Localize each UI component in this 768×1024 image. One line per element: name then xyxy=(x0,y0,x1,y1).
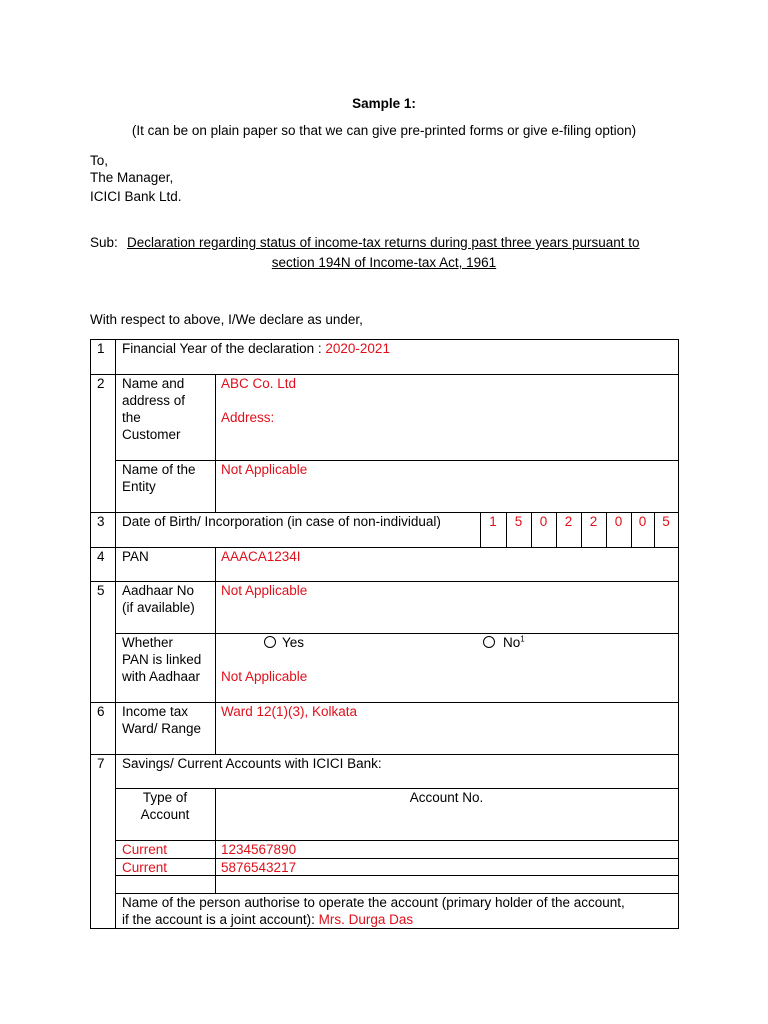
customer-label-line: the xyxy=(122,410,141,425)
account-type-cell: Current xyxy=(122,860,168,875)
customer-address-value: Address: xyxy=(221,410,275,425)
type-of-account-header: Account xyxy=(140,807,190,822)
accounts-label: Savings/ Current Accounts with ICICI Bank: xyxy=(122,756,382,771)
pan-linked-label-line: with Aadhaar xyxy=(122,669,201,684)
customer-label-line: Name and xyxy=(122,376,185,391)
intro-text: With respect to above, I/We declare as under, xyxy=(90,312,363,327)
address-bank: ICICI Bank Ltd. xyxy=(90,189,182,204)
dob-digit: 1 xyxy=(489,514,497,529)
row-number: 2 xyxy=(97,376,105,391)
pan-linked-label-line: PAN is linked xyxy=(122,652,202,667)
entity-label-line: Entity xyxy=(122,479,156,494)
financial-year-value: 2020-2021 xyxy=(325,341,390,356)
customer-name-value: ABC Co. Ltd xyxy=(221,376,297,391)
ward-label-line: Ward/ Range xyxy=(122,721,202,736)
dob-label: Date of Birth/ Incorporation (in case of non-individual) xyxy=(122,514,441,529)
aadhaar-label-line: Aadhaar No xyxy=(122,583,195,598)
yes-label: Yes xyxy=(282,635,305,650)
pan-value: AAACA1234I xyxy=(221,549,301,564)
no-footnote: 1 xyxy=(520,634,525,644)
customer-label-line: address of xyxy=(122,393,186,408)
dob-digit: 2 xyxy=(589,514,598,529)
pan-label: PAN xyxy=(122,549,149,564)
authorise-text-line-1: Name of the person authorise to operate the account (primary holder of the account, xyxy=(122,895,625,910)
address-manager: The Manager, xyxy=(90,170,174,185)
dob-digit: 5 xyxy=(514,514,523,529)
account-number-cell: 1234567890 xyxy=(221,842,297,857)
authorised-person-value: Mrs. Durga Das xyxy=(318,912,414,927)
row-number: 6 xyxy=(97,704,105,719)
ward-value: Ward 12(1)(3), Kolkata xyxy=(221,704,358,719)
address-to: To, xyxy=(90,153,109,168)
no-option xyxy=(503,634,525,651)
no-label: No xyxy=(503,635,521,650)
row-number: 1 xyxy=(97,341,105,356)
ward-label-line: Income tax xyxy=(122,704,189,719)
account-number-cell: 5876543217 xyxy=(221,860,297,875)
aadhaar-value: Not Applicable xyxy=(221,583,308,598)
financial-year-label: Financial Year of the declaration : xyxy=(122,341,326,356)
row-number: 3 xyxy=(97,514,105,529)
aadhaar-label-line: (if available) xyxy=(122,600,195,615)
dob-digit: 2 xyxy=(564,514,573,529)
yes-radio[interactable] xyxy=(264,636,276,648)
entity-label-line: Name of the xyxy=(122,462,196,477)
type-of-account-header: Type of xyxy=(142,790,188,805)
dob-digit: 0 xyxy=(539,514,548,529)
note-text: (It can be on plain paper so that we can give pre-printed forms or give e-filing option) xyxy=(131,123,637,138)
account-type-cell: Current xyxy=(122,842,168,857)
account-no-header: Account No. xyxy=(409,790,484,805)
authorise-text-line-2 xyxy=(122,911,413,928)
entity-value: Not Applicable xyxy=(221,462,308,477)
dob-digit: 5 xyxy=(662,514,670,529)
pan-linked-label-line: Whether xyxy=(122,635,174,650)
dob-digit: 0 xyxy=(614,514,623,529)
authorise-label: if the account is a joint account): xyxy=(122,912,319,927)
financial-year-row xyxy=(122,340,390,357)
pan-linked-value: Not Applicable xyxy=(221,669,308,684)
row-number: 7 xyxy=(97,756,105,771)
subject-line-1: Declaration regarding status of income-tax returns during past three years pursuant to xyxy=(127,235,640,250)
no-radio[interactable] xyxy=(483,636,495,648)
subject-label: Sub: xyxy=(90,235,118,250)
customer-label-line: Customer xyxy=(122,427,181,442)
row-number: 4 xyxy=(97,549,105,564)
dob-digit: 0 xyxy=(638,514,647,529)
page-title: Sample 1: xyxy=(352,96,416,111)
subject-line-2: section 194N of Income-tax Act, 1961 xyxy=(271,255,497,270)
row-number: 5 xyxy=(97,583,105,598)
